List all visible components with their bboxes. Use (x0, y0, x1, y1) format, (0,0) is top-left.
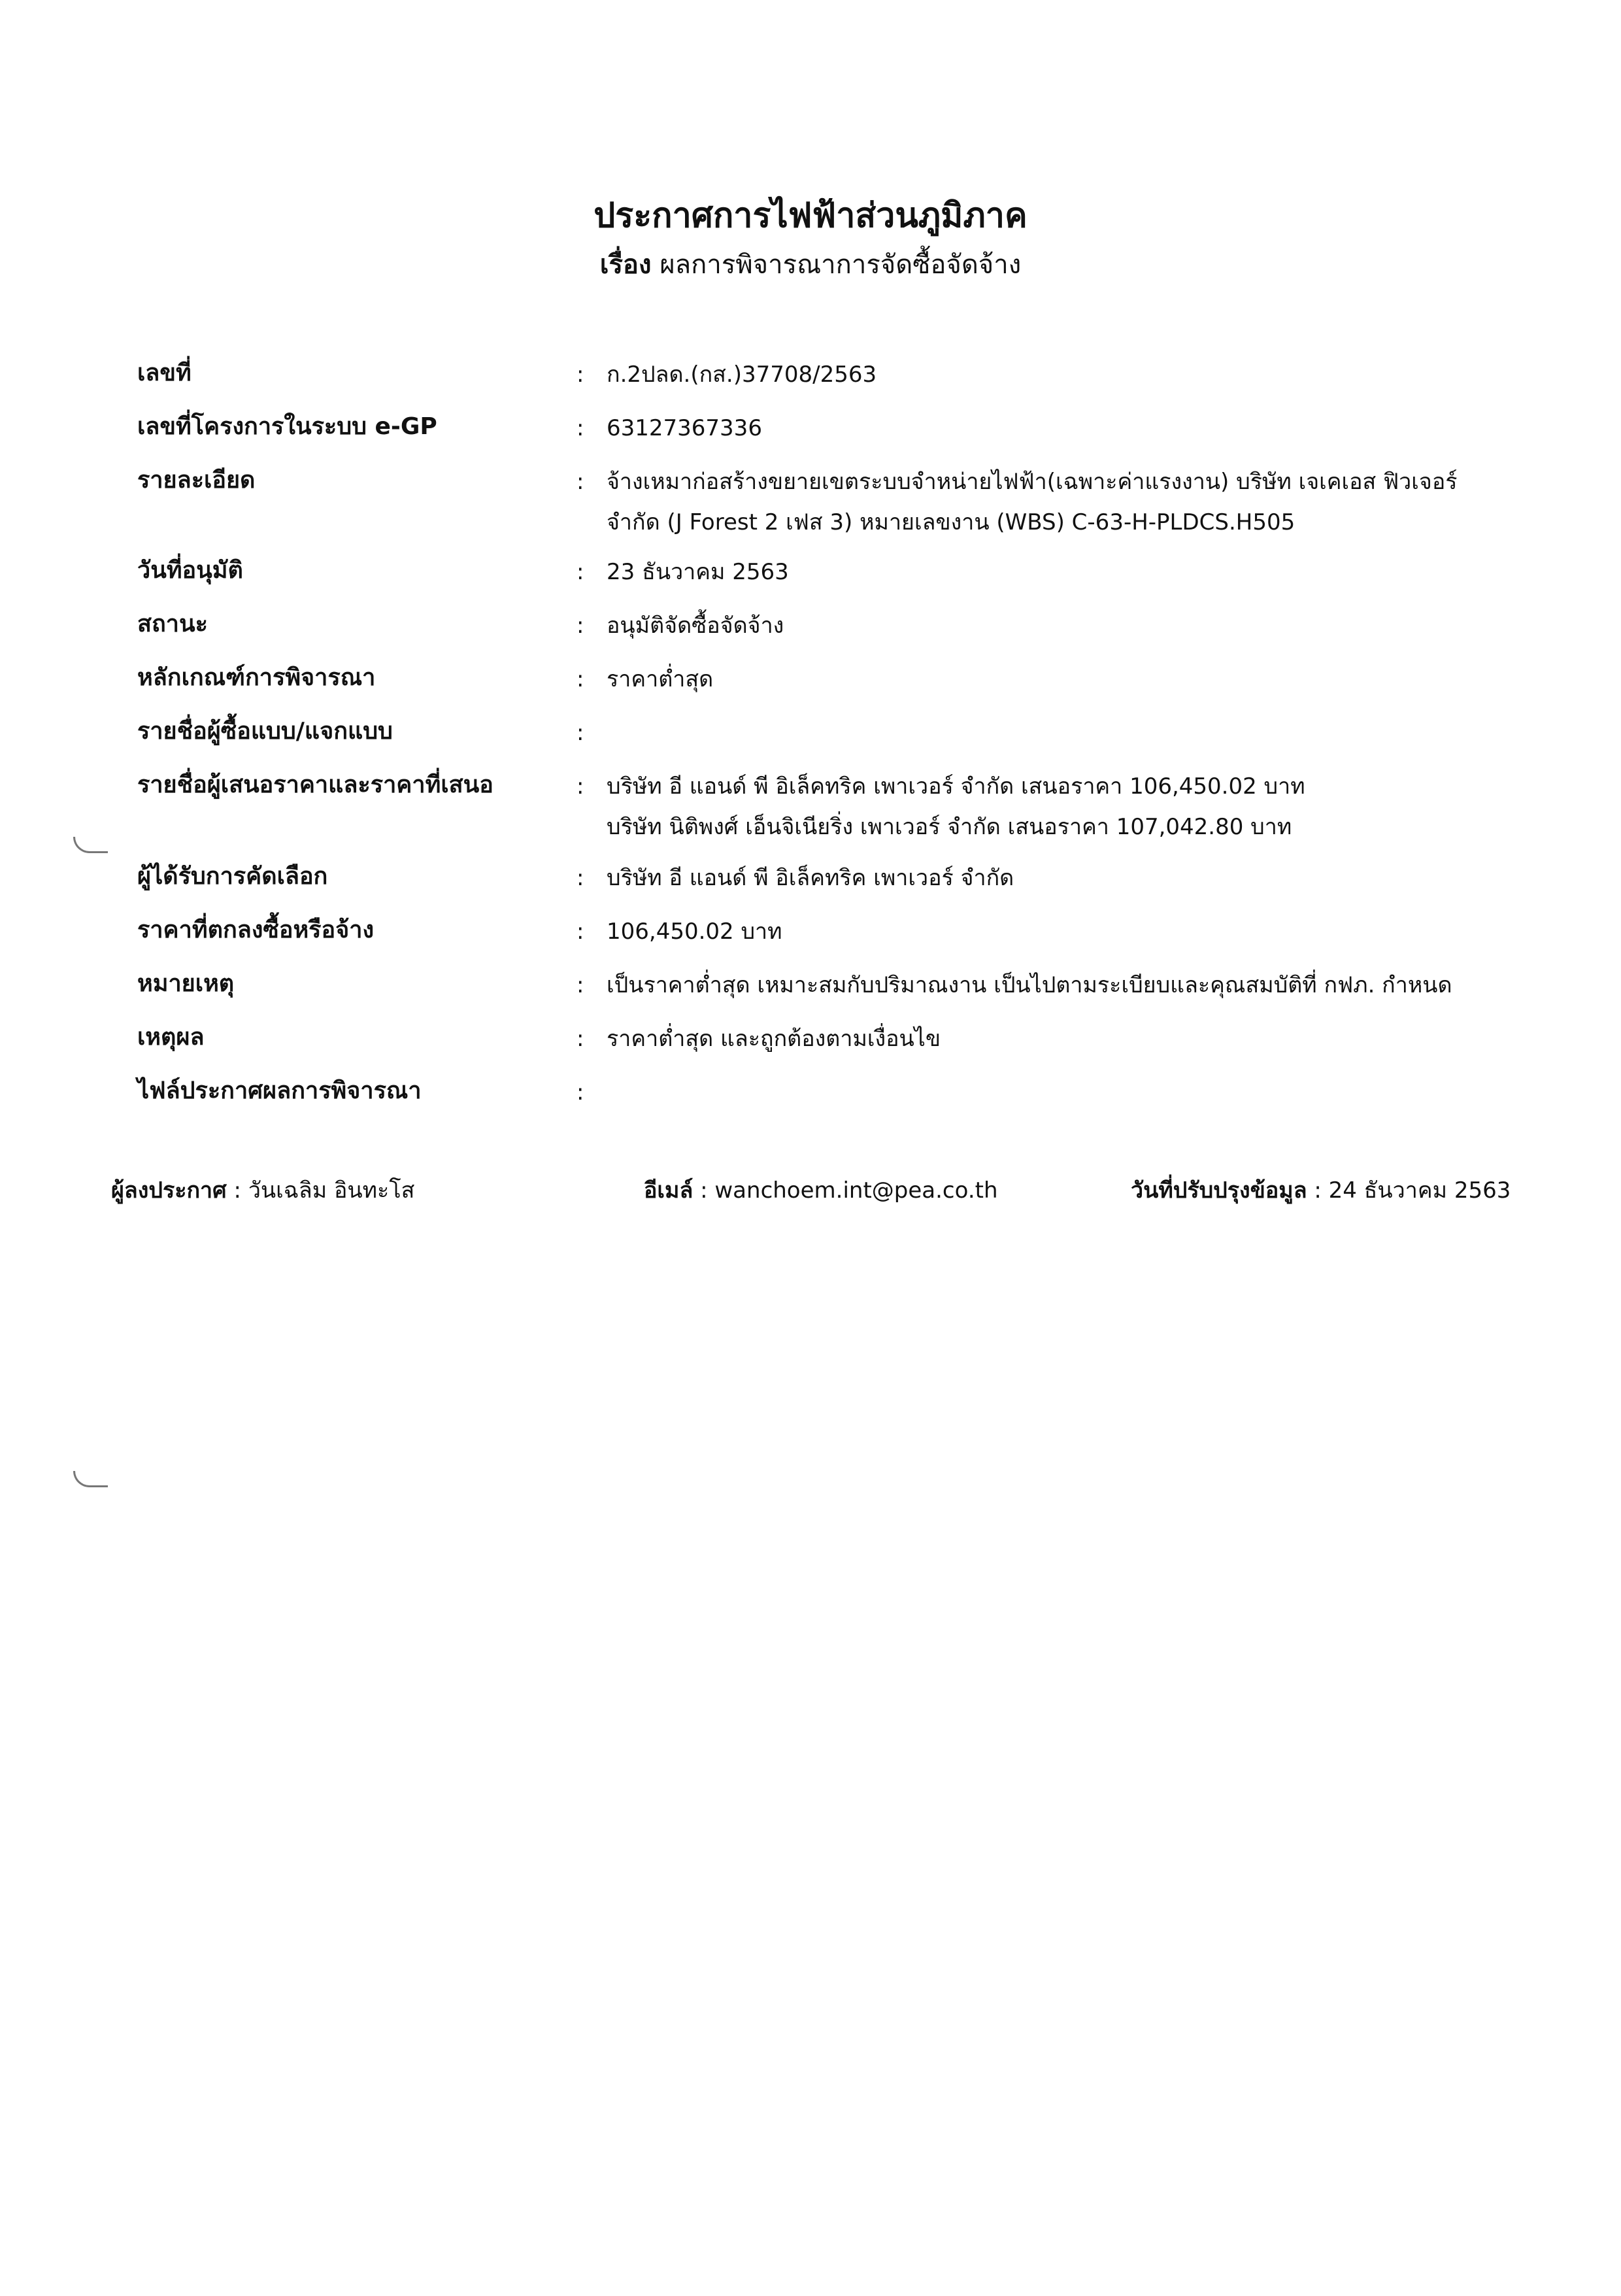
field-value-bidder-2: บริษัท นิติพงศ์ เอ็นจิเนียริ่ง เพาเวอร์ จำกัด เสนอราคา 107,042.80 บาท (607, 814, 1292, 840)
field-value-selected-vendor: บริษัท อี แอนด์ พี อิเล็คทริค เพาเวอร์ จำกัด (607, 865, 1014, 891)
footer-separator: : (693, 1177, 715, 1204)
email-label: อีเมล์ (644, 1177, 694, 1204)
field-label-document-number: เลขที่ (137, 360, 192, 386)
footer-separator: : (1307, 1177, 1329, 1204)
field-label-egp-project-number: เลขที่โครงการในระบบ e-GP (137, 413, 437, 440)
field-colon: : (577, 1079, 584, 1106)
footer-updated-date (1131, 1170, 1511, 1211)
subject-text: ผลการพิจารณาการจัดซื้อจัดจ้าง (660, 250, 1022, 280)
field-label-agreed-price: ราคาที่ตกลงซื้อหรือจ้าง (137, 917, 375, 943)
field-colon: : (577, 666, 584, 692)
document-title: ประกาศการไฟฟ้าส่วนภูมิภาค (593, 196, 1028, 235)
field-label-document-buyers: รายชื่อผู้ซื้อแบบ/แจกแบบ (137, 718, 393, 745)
announcer-label: ผู้ลงประกาศ (111, 1177, 227, 1204)
field-colon: : (577, 613, 584, 639)
field-colon: : (577, 559, 584, 585)
field-colon: : (577, 1026, 584, 1052)
field-colon: : (577, 469, 584, 495)
field-value-status: อนุมัติจัดซื้อจัดจ้าง (607, 613, 784, 639)
field-label-selected-vendor: ผู้ได้รับการคัดเลือก (137, 863, 328, 890)
footer-email (644, 1170, 998, 1211)
updated-label: วันที่ปรับปรุงข้อมูล (1131, 1177, 1307, 1204)
hole-punch-mark (73, 1471, 108, 1487)
field-value-document-number: ก.2ปลด.(กส.)37708/2563 (607, 362, 877, 388)
field-label-status: สถานะ (137, 611, 208, 637)
footer-announcer (111, 1170, 414, 1211)
field-colon: : (577, 720, 584, 746)
field-value-agreed-price: 106,450.02 บาท (607, 919, 782, 945)
email-address: wanchoem.int@pea.co.th (714, 1177, 998, 1204)
field-colon: : (577, 773, 584, 800)
updated-date: 24 ธันวาคม 2563 (1328, 1177, 1511, 1204)
field-value-details-line-2: จำกัด (J Forest 2 เฟส 3) หมายเลขงาน (WBS) C-63-H-PLDCS.H505 (607, 509, 1295, 535)
field-value-criteria: ราคาต่ำสุด (607, 666, 714, 692)
announcer-name: วันเฉลิม อินทะโส (248, 1177, 415, 1204)
field-label-reason: เหตุผล (137, 1024, 205, 1051)
field-value-reason: ราคาต่ำสุด และถูกต้องตามเงื่อนไข (607, 1026, 941, 1052)
field-label-result-file: ไฟล์ประกาศผลการพิจารณา (137, 1077, 422, 1104)
field-colon: : (577, 415, 584, 441)
field-colon: : (577, 972, 584, 998)
subject-prefix: เรื่อง (599, 250, 652, 280)
field-value-remarks: เป็นราคาต่ำสุด เหมาะสมกับปริมาณงาน เป็นไปตามระเบียบและคุณสมบัติที่ กฟภ. กำหนด (607, 972, 1452, 998)
field-colon: : (577, 865, 584, 891)
field-colon: : (577, 919, 584, 945)
field-label-criteria: หลักเกณฑ์การพิจารณา (137, 664, 376, 691)
field-label-remarks: หมายเหตุ (137, 970, 235, 997)
field-value-details-line-1: จ้างเหมาก่อสร้างขยายเขตระบบจำหน่ายไฟฟ้า(เฉพาะค่าแรงงาน) บริษัท เจเคเอส ฟิวเจอร์ (607, 469, 1458, 495)
field-label-approval-date: วันที่อนุมัติ (137, 557, 243, 584)
field-value-approval-date: 23 ธันวาคม 2563 (607, 559, 789, 585)
field-label-details: รายละเอียด (137, 467, 256, 494)
field-value-bidder-1: บริษัท อี แอนด์ พี อิเล็คทริค เพาเวอร์ จำกัด เสนอราคา 106,450.02 บาท (607, 773, 1305, 800)
footer-separator: : (226, 1177, 248, 1204)
field-colon: : (577, 362, 584, 388)
field-label-bidders: รายชื่อผู้เสนอราคาและราคาที่เสนอ (137, 771, 493, 798)
field-value-egp-project-number: 63127367336 (607, 415, 762, 441)
